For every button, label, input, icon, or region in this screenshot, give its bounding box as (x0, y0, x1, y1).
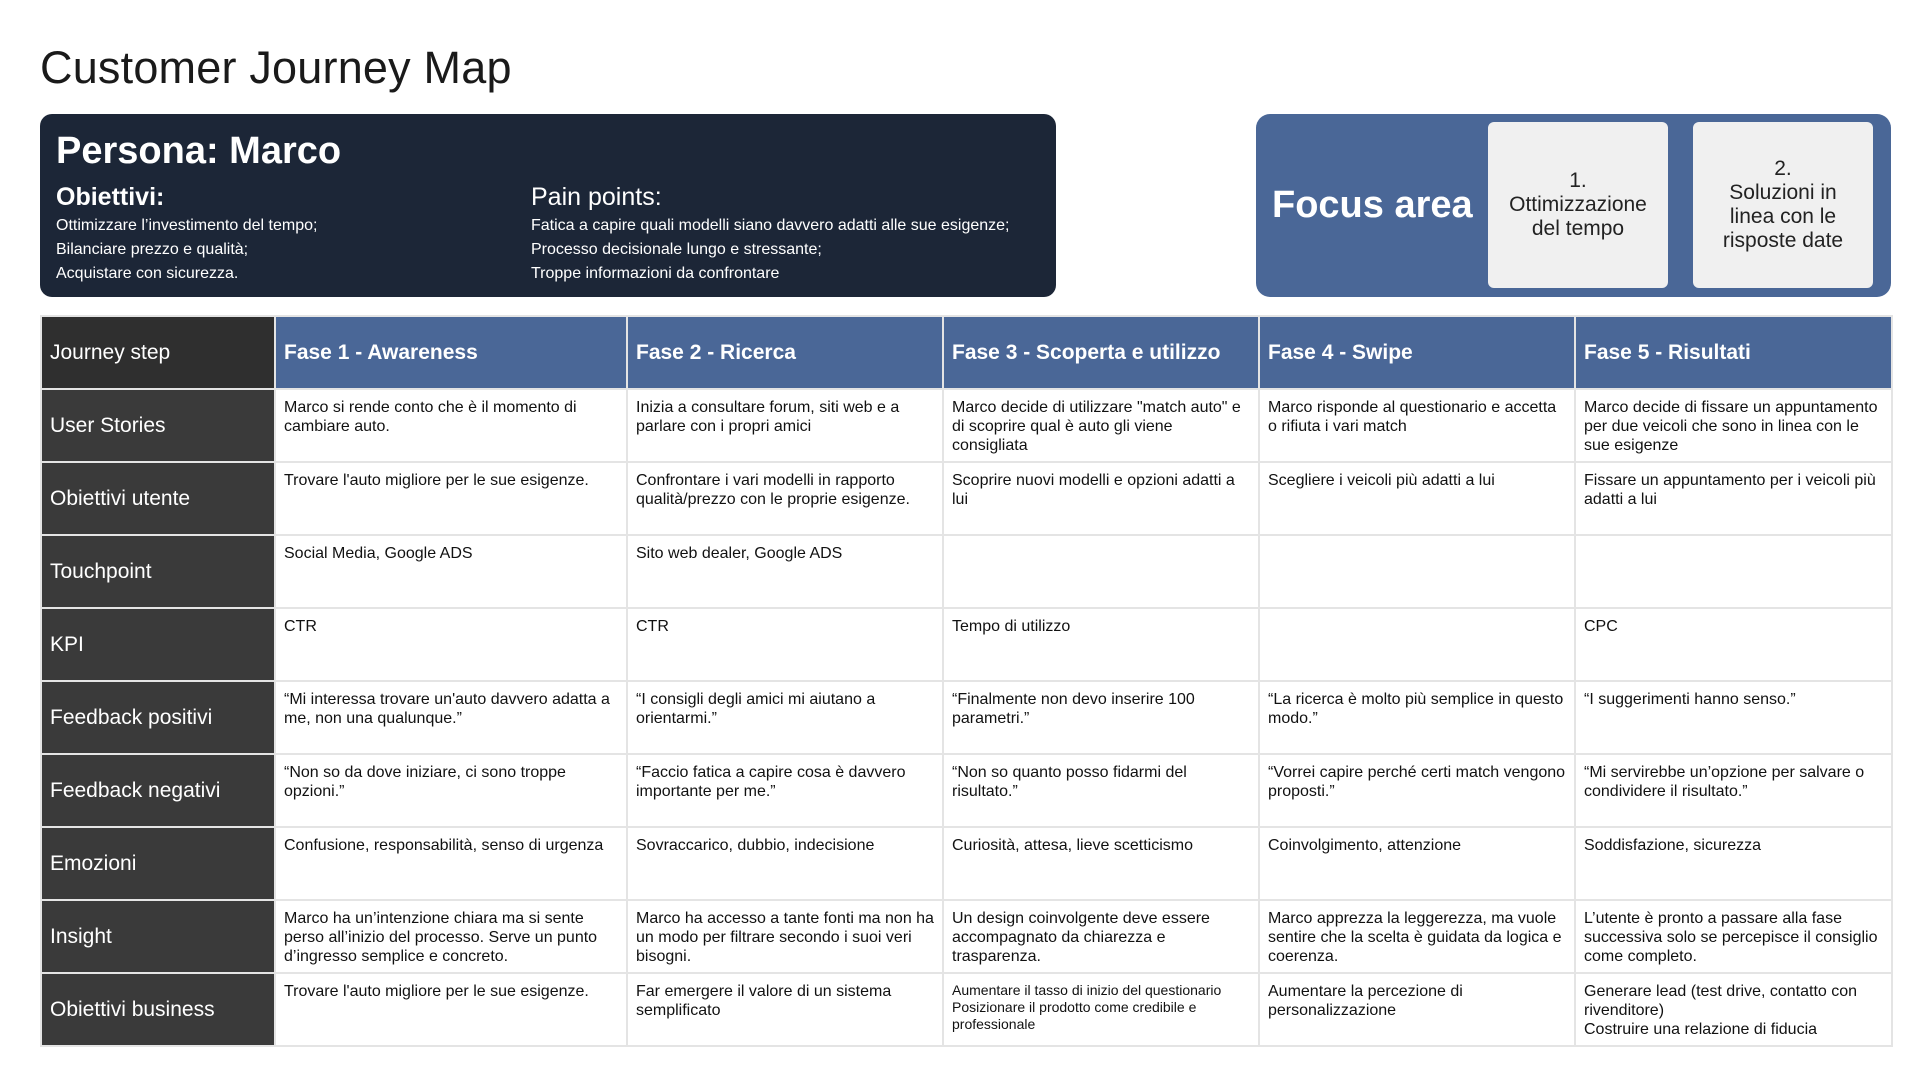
journey-cell (1259, 973, 1575, 1046)
row-label: KPI (41, 608, 275, 681)
journey-cell (943, 389, 1259, 462)
journey-cell (627, 608, 943, 681)
journey-cell (627, 900, 943, 973)
cell-text: Social Media, Google ADS (284, 545, 473, 562)
phase-header: Fase 3 - Scoperta e utilizzo (943, 316, 1259, 389)
journey-row (41, 973, 1892, 1046)
journey-cell (1259, 900, 1575, 973)
journey-step-header: Journey step (41, 316, 275, 389)
journey-cell (1575, 973, 1892, 1046)
row-label: Obiettivi business (41, 973, 275, 1046)
cell-text: Posizionare il prodotto come credibile e professionale (952, 999, 1197, 1032)
cell-text: Scegliere i veicoli più adatti a lui (1268, 472, 1495, 489)
focus-item-line: del tempo (1531, 217, 1625, 240)
persona-title: Persona: Marco (56, 130, 342, 172)
journey-cell (1575, 681, 1892, 754)
focus-item-line: risposte date (1722, 229, 1844, 252)
journey-cell (627, 462, 943, 535)
cell-text: “I consigli degli amici mi aiutano a orientarmi.” (636, 691, 876, 727)
journey-cell (943, 973, 1259, 1046)
cell-text: Coinvolgimento, attenzione (1268, 837, 1462, 854)
persona-card (40, 114, 1056, 297)
pain-item: Processo decisionale lungo e stressante; (531, 241, 822, 258)
persona-goals (56, 182, 317, 286)
pain-item: Fatica a capire quali modelli siano davvero adatti alle sue esigenze; (531, 217, 1010, 234)
focus-item-line: Ottimizzazione (1509, 193, 1647, 216)
journey-row (41, 462, 1892, 535)
journey-cell (1575, 754, 1892, 827)
focus-area-card (1256, 114, 1891, 297)
persona-pain-points (531, 182, 1010, 286)
journey-cell (275, 900, 627, 973)
journey-cell (627, 389, 943, 462)
focus-item-line: linea con le (1729, 205, 1837, 228)
journey-row (41, 827, 1892, 900)
row-label: Feedback negativi (41, 754, 275, 827)
phase-header: Fase 5 - Risultati (1575, 316, 1892, 389)
journey-row (41, 389, 1892, 462)
cell-text: Marco ha accesso a tante fonti ma non ha un modo per filtrare secondo i suoi veri bisogni. (636, 910, 934, 965)
cell-text: Far emergere il valore di un sistema semplificato (636, 983, 892, 1019)
journey-cell (1259, 681, 1575, 754)
journey-cell (275, 389, 627, 462)
journey-row (41, 535, 1892, 608)
journey-row (41, 754, 1892, 827)
row-label: Insight (41, 900, 275, 973)
cell-text: Tempo di utilizzo (952, 618, 1071, 635)
focus-item-time (1488, 122, 1668, 288)
journey-cell (275, 973, 627, 1046)
journey-cell (1575, 900, 1892, 973)
cell-text: Aumentare la percezione di personalizzazione (1268, 983, 1463, 1019)
journey-cell (943, 827, 1259, 900)
journey-cell (1575, 535, 1892, 608)
journey-row (41, 608, 1892, 681)
phase-header: Fase 1 - Awareness (275, 316, 627, 389)
cell-text: Generare lead (test drive, contatto con rivenditore) (1584, 983, 1858, 1019)
journey-cell (943, 462, 1259, 535)
focus-area-title: Focus area (1272, 184, 1473, 226)
cell-text: Scoprire nuovi modelli e opzioni adatti a lui (952, 472, 1235, 508)
cell-text: Soddisfazione, sicurezza (1584, 837, 1761, 854)
cell-text: CTR (636, 618, 669, 635)
journey-cell (1259, 827, 1575, 900)
cell-text: Costruire una relazione di fiducia (1584, 1021, 1818, 1038)
cell-text: “Finalmente non devo inserire 100 parametri.” (952, 691, 1195, 727)
journey-cell (627, 681, 943, 754)
cell-text: Marco ha un’intenzione chiara ma si sente perso all’inizio del processo. Serve un punto d’ingresso semplice e concreto. (284, 910, 598, 965)
cell-text: Marco decide di utilizzare "match auto" e di scoprire qual è auto gli viene consigliata (952, 399, 1241, 454)
cell-text: “I suggerimenti hanno senso.” (1584, 691, 1796, 708)
cell-text: Aumentare il tasso di inizio del questionario (952, 982, 1222, 998)
journey-cell (275, 535, 627, 608)
journey-cell (627, 973, 943, 1046)
journey-cell (275, 754, 627, 827)
phase-header: Fase 4 - Swipe (1259, 316, 1575, 389)
focus-item-number: 1. (1569, 169, 1587, 192)
cell-text: Curiosità, attesa, lieve scetticismo (952, 837, 1193, 854)
journey-cell (943, 681, 1259, 754)
phase-header: Fase 2 - Ricerca (627, 316, 943, 389)
cell-text: CPC (1584, 618, 1618, 635)
page-title: Customer Journey Map (40, 42, 512, 93)
journey-cell (1259, 389, 1575, 462)
cell-text: “Non so quanto posso fidarmi del risultato.” (952, 764, 1187, 800)
goal-item: Bilanciare prezzo e qualità; (56, 241, 249, 258)
journey-cell (627, 754, 943, 827)
journey-cell (275, 462, 627, 535)
journey-cell (627, 827, 943, 900)
pain-item: Troppe informazioni da confrontare (531, 265, 780, 282)
cell-text: “Non so da dove iniziare, ci sono troppe opzioni.” (284, 764, 566, 800)
journey-cell (1575, 462, 1892, 535)
cell-text: Fissare un appuntamento per i veicoli più adatti a lui (1584, 472, 1876, 508)
journey-row (41, 900, 1892, 973)
cell-text: “Vorrei capire perché certi match vengono proposti.” (1268, 764, 1566, 800)
journey-cell (1259, 754, 1575, 827)
journey-cell (1259, 462, 1575, 535)
journey-cell (1575, 827, 1892, 900)
journey-cell (1259, 535, 1575, 608)
focus-item-number: 2. (1774, 157, 1792, 180)
journey-cell (943, 608, 1259, 681)
cell-text: Trovare l'auto migliore per le sue esigenze. (284, 472, 589, 489)
journey-cell (1259, 608, 1575, 681)
cell-text: “Mi interessa trovare un'auto davvero adatta a me, non una qualunque.” (284, 691, 610, 727)
journey-table (40, 315, 1893, 1047)
row-label: Feedback positivi (41, 681, 275, 754)
journey-cell (1575, 389, 1892, 462)
row-label: Obiettivi utente (41, 462, 275, 535)
cell-text: Confrontare i vari modelli in rapporto qualità/prezzo con le proprie esigenze. (636, 472, 910, 508)
row-label: Touchpoint (41, 535, 275, 608)
cell-text: Un design coinvolgente deve essere accompagnato da chiarezza e trasparenza. (952, 910, 1210, 965)
goal-item: Acquistare con sicurezza. (56, 265, 239, 282)
cell-text: “La ricerca è molto più semplice in questo modo.” (1268, 691, 1564, 727)
goals-heading: Obiettivi: (56, 183, 165, 211)
cell-text: “Mi servirebbe un’opzione per salvare o condividere il risultato.” (1584, 764, 1865, 800)
cell-text: Sito web dealer, Google ADS (636, 545, 843, 562)
journey-cell (275, 827, 627, 900)
cell-text: “Faccio fatica a capire cosa è davvero importante per me.” (636, 764, 906, 800)
cell-text: Trovare l'auto migliore per le sue esigenze. (284, 983, 589, 1000)
goal-item: Ottimizzare l’investimento del tempo; (56, 217, 318, 234)
journey-row (41, 681, 1892, 754)
cell-text: Sovraccarico, dubbio, indecisione (636, 837, 875, 854)
cell-text: Marco apprezza la leggerezza, ma vuole sentire che la scelta è guidata da logica e coerenza. (1268, 910, 1562, 965)
journey-cell (275, 681, 627, 754)
journey-cell (1575, 608, 1892, 681)
journey-header-row (41, 316, 1892, 389)
focus-item-solutions (1693, 122, 1873, 288)
pains-heading: Pain points: (531, 183, 662, 211)
cell-text: Marco si rende conto che è il momento di cambiare auto. (284, 399, 577, 435)
journey-cell (627, 535, 943, 608)
row-label: User Stories (41, 389, 275, 462)
journey-cell (275, 608, 627, 681)
row-label: Emozioni (41, 827, 275, 900)
cell-text: Confusione, responsabilità, senso di urgenza (284, 837, 604, 854)
cell-text: Marco decide di fissare un appuntamento per due veicoli che sono in linea con le sue esigenze (1584, 399, 1878, 454)
cell-text: Inizia a consultare forum, siti web e a parlare con i propri amici (636, 399, 900, 435)
cell-text: Marco risponde al questionario e accetta o rifiuta i vari match (1268, 399, 1557, 435)
journey-cell (943, 535, 1259, 608)
journey-cell (943, 900, 1259, 973)
focus-item-line: Soluzioni in (1729, 181, 1837, 204)
cell-text: CTR (284, 618, 317, 635)
cell-text: L’utente è pronto a passare alla fase successiva solo se percepisce il consiglio come completo. (1584, 910, 1878, 965)
journey-cell (943, 754, 1259, 827)
